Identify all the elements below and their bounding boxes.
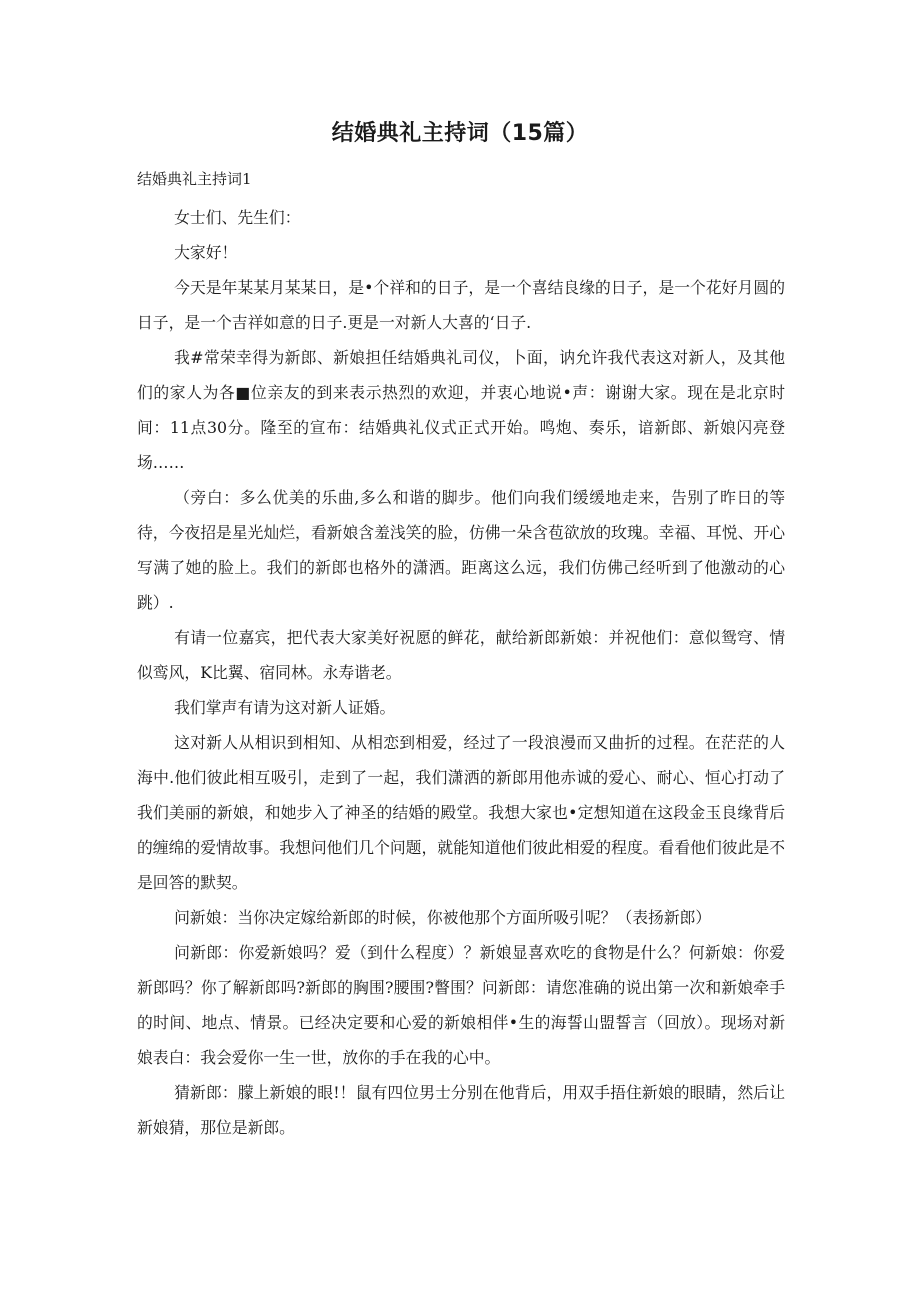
paragraph: 女士们、先生们： — [174, 208, 301, 227]
body-text — [137, 200, 785, 1145]
paragraph: 问新郎：你爱新娘吗？爱（到什么程度）？新娘显喜欢吃的食物是什么？何新娘：你爱新郎吗？你了解新郎吗?新郎的胸围?腰围?瞥围？问新郎：请您准确的说出第一次和新娘牵手的时间、地点、情景。已经决定要和心爱的新娘相伴•生的海誓山盟誓言（回放）。现场对新娘表白：我会爱你一生一世，放你的手在我的心中。 — [137, 943, 785, 1067]
paragraph: 猜新郎：朦上新娘的眼!！鼠有四位男士分别在他背后，用双手捂住新娘的眼睛，然后让新娘猜，那位是新郎。 — [137, 1083, 785, 1137]
paragraph: （旁白：多么优美的乐曲,多么和谐的脚步。他们向我们缓缓地走来，告别了昨日的等待，今夜招是星光灿烂，看新娘含羞浅笑的脸，仿佛一朵含苞欲放的玫瑰。幸福、耳悦、开心写满了她的脸上。我们的新郎也格外的潇洒。距离这么远，我们仿佛己经听到了他激动的心跳）. — [137, 488, 785, 612]
paragraph: 这对新人从相识到相知、从相恋到相爱，经过了一段浪漫而又曲折的过程。在茫茫的人海中.他们彼此相互吸引，走到了一起，我们潇洒的新郎用他赤诚的爱心、耐心、恒心打动了我们美丽的新娘，和她步入了神圣的结婚的殿堂。我想大家也•定想知道在这段金玉良缘背后的缠绵的爱情故事。我想问他们几个问题，就能知道他们彼此相爱的程度。看看他们彼此是不是回答的默契。 — [137, 733, 785, 892]
paragraph: 大家好！ — [174, 243, 238, 262]
paragraph: 今天是年某某月某某日，是•个祥和的日子，是一个喜结良缘的日子，是一个花好月圆的日子，是一个吉祥如意的日子.更是一对新人大喜的‘日子. — [137, 278, 785, 332]
paragraph: 我#常荣幸得为新郎、新娘担任结婚典礼司仪，卜面，讷允许我代表这对新人，及其他们的家人为各■位亲友的到来表示热烈的欢迎，并衷心地说•声：谢谢大家。现在是北京时间：11点30分。隆至的宣布：结婚典礼仪式正式开始。鸣炮、奏乐，谙新郎、新娘闪亮登场…… — [137, 348, 785, 472]
document-title: 结婚典礼主持词（15篇） — [331, 121, 589, 146]
paragraph: 我们掌声有请为这对新人证婚。 — [174, 698, 396, 717]
paragraph: 有请一位嘉宾，把代表大家美好祝愿的鲜花，献给新郎新娘：并祝他们：意似鸳穹、情似鸾风，K比翼、宿同林。永寿谐老。 — [137, 628, 785, 682]
paragraph: 问新娘：当你决定嫁给新郎的时候，你被他那个方面所吸引呢？（表扬新郎） — [174, 908, 712, 927]
section-heading: 结婚典礼主持词1 — [137, 170, 252, 188]
